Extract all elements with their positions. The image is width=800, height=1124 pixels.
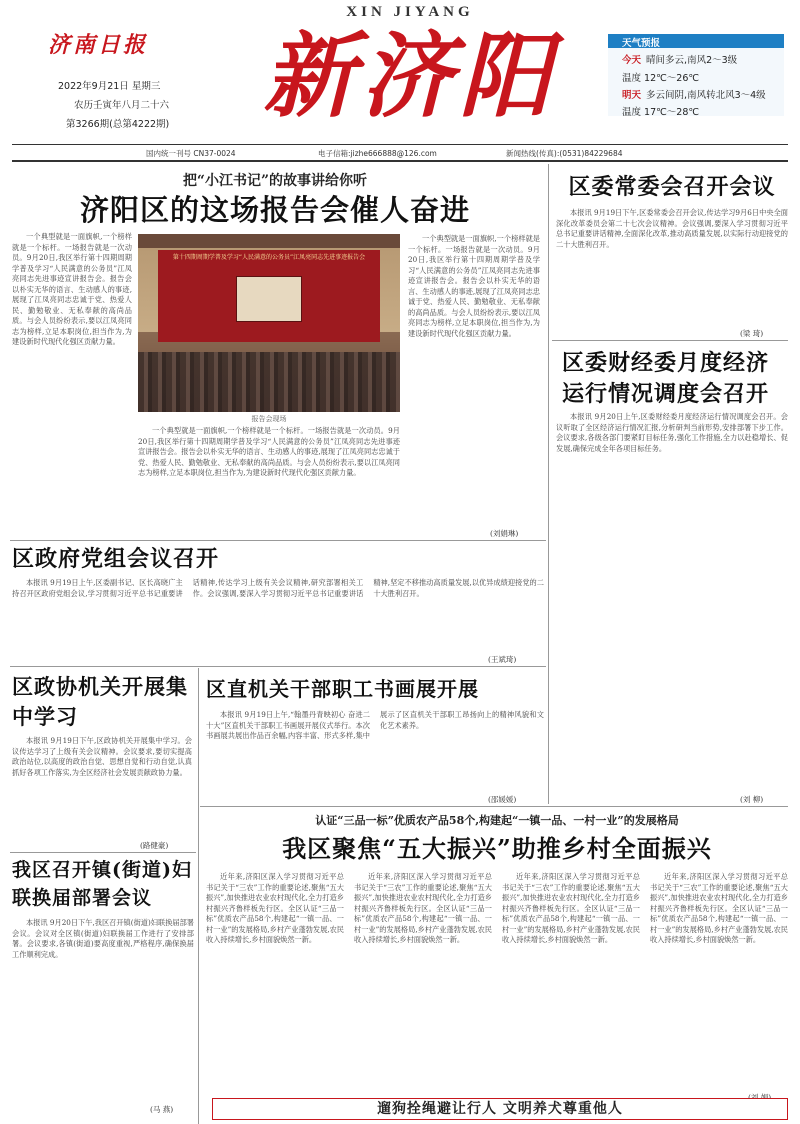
weather-today bbox=[622, 52, 737, 66]
divider-party-bottom bbox=[10, 666, 546, 667]
rural-headline: 我区聚焦“五大振兴”助推乡村全面振兴 bbox=[282, 834, 712, 863]
rural-kicker: 认证“三品一标”优质农产品58个,构建起“一镇一品、一村一业”的发展格局 bbox=[315, 814, 679, 827]
lunar-line: 农历壬寅年八月二十六 bbox=[74, 100, 170, 111]
rural-body: 近年来,济阳区深入学习贯彻习近平总书记关于“三农”工作的重要论述,聚焦“五大振兴”,加快推进农业农村现代化,全力打造乡村振兴齐鲁样板先行区。全区认证“三品一标”优质农产品58个,构建起“一镇一品、一村一业”的发展格局,乡村产业蓬勃发展,农民收入持续增长,乡村面貌焕然一新。 近年来,济阳区深入学习贯彻习近平总书记关于“三农”工作的重要论述,聚焦“五大振兴”,加快推进农业农村现代化,全力打造乡村振兴齐鲁样板先行区。全区认证“三品一标”优质农产品58个,构建起“一镇一品、一村一业”的发展格局,乡村产业蓬勃发展,农民收入持续增长,乡村面貌焕然一新。 近年来,济阳区深入学习贯彻习近平总书记关于“三农”工作的重要论述,聚焦“五大振兴”,加快推进农业农村现代化,全力打造乡村振兴齐鲁样板先行区。全区认证“三品一标”优质农产品58个,构建起“一镇一品、一村一业”的发展格局,乡村产业蓬勃发展,农民收入持续增长,乡村面貌焕然一新。 近年来,济阳区深入学习贯彻习近平总书记关于“三农”工作的重要论述,聚焦“五大振兴”,加快推进农业农村现代化,全力打造乡村振兴齐鲁样板先行区。全区认证“三品一标”优质农产品58个,构建起“一镇一品、一村一业”的发展格局,乡村产业蓬勃发展,农民收入持续增长,乡村面貌焕然一新。 bbox=[206, 872, 788, 944]
party-group-body: 本报讯 9月19日上午,区委副书记、区长高晓广主持召开区政府党组会议,学习贯彻习近平总书记重要讲话精神,传达学习上级有关会议精神,研究部署相关工作。会议强调,要深入学习贯彻习近平总书记重要讲话精神,坚定不移推动高质量发展,以优异成绩迎接党的二十大胜利召开。 bbox=[12, 578, 544, 598]
finance-byline: (刘 柳) bbox=[740, 795, 764, 804]
masthead bbox=[0, 0, 800, 158]
date-line: 2022年9月21日 星期三 bbox=[58, 81, 161, 92]
lead-body-left: 一个典型就是一面旗帜,一个榜样就是一个标杆。一场报告就是一次动员。9月20日,我区举行第十四期周期学普及学习“人民满意的公务员”江凤亮同志先进事迹宣讲报告会。报告会以朴实无华的语言、生动感人的事迹,展现了江凤亮同志忠诚于党、热爱人民、勤勉敬业、无私奉献的高尚品质。与会人员纷纷表示,要以江凤亮同志为榜样,立足本职岗位,担当作为,为建设新时代现代化强区贡献力量。 bbox=[12, 232, 132, 346]
weather-tomorrow-temp: 温度 17℃～28℃ bbox=[622, 107, 700, 118]
weather-title-bar bbox=[608, 34, 784, 48]
masthead-rule-bottom bbox=[12, 160, 788, 162]
info-serial: 国内统一刊号 CN37-0024 bbox=[146, 149, 236, 158]
divider-lead-bottom bbox=[10, 540, 546, 541]
divider-cppcc-bottom bbox=[10, 852, 196, 853]
divider-standing-bottom bbox=[552, 340, 788, 341]
townships-headline: 我区召开镇(街道)妇联换届部署会议 bbox=[12, 859, 192, 909]
divider-mid bbox=[200, 806, 788, 807]
logo-main: 新济阳 bbox=[262, 22, 557, 130]
weather-today-temp: 温度 12℃～26℃ bbox=[622, 73, 700, 84]
weather-today-desc: 晴间多云,南风2～3级 bbox=[646, 55, 738, 66]
standing-byline: (梁 琦) bbox=[740, 329, 764, 338]
townships-body: 本报讯 9月20日下午,我区召开镇(街道)妇联换届部署会议。会议对全区镇(街道)妇联换届工作进行了安排部署。会议要求,各镇(街道)要高度重视,严格程序,确保换届工作顺利完成。 bbox=[12, 918, 194, 959]
townships-byline: (马 燕) bbox=[150, 1105, 174, 1114]
lead-body-right: 一个典型就是一面旗帜,一个榜样就是一个标杆。一场报告就是一次动员。9月20日,我区举行第十四期周期学普及学习“人民满意的公务员”江凤亮同志先进事迹宣讲报告会。报告会以朴实无华的语言、生动感人的事迹,展现了江凤亮同志忠诚于党、热爱人民、勤勉敬业、无私奉献的高尚品质。与会人员纷纷表示,要以江凤亮同志为榜样,立足本职岗位,担当作为,为建设新时代现代化强区贡献力量。 bbox=[408, 234, 540, 338]
lead-photo-stage bbox=[158, 250, 380, 342]
finance-headline: 区委财经委月度经济运行情况调度会召开 bbox=[562, 350, 770, 407]
cppcc-byline: (路健豪) bbox=[140, 841, 169, 850]
standing-headline: 区委常委会召开会议 bbox=[568, 174, 776, 200]
weather-title: 天气预报 bbox=[622, 38, 661, 49]
lead-photo-screen bbox=[236, 276, 302, 322]
logo-pinyin: XIN JIYANG bbox=[346, 4, 474, 20]
finance-body: 本报讯 9月20日上午,区委财经委月度经济运行情况调度会召开。会议听取了全区经济运行情况汇报,分析研判当前形势,安排部署下步工作。会议要求,各级各部门要紧盯目标任务,强化工作措施,全力以赴稳增长、促发展,确保完成全年各项目标任务。 bbox=[556, 412, 788, 453]
lead-headline: 济阳区的这场报告会催人奋进 bbox=[79, 193, 470, 227]
cppcc-body: 本报讯 9月19日下午,区政协机关开展集中学习。会议传达学习了上级有关会议精神。会议要求,要切实提高政治站位,以高度的政治自觉、思想自觉和行动自觉,认真抓好各项工作落实,为全区经济社会发展贡献政协力量。 bbox=[12, 736, 192, 777]
weather-panel bbox=[608, 34, 784, 116]
slogan-text: 遛狗拴绳避让行人 文明养犬尊重他人 bbox=[377, 1101, 623, 1117]
calligraphy-body: 本报讯 9月19日上午,“翰墨丹青映初心 奋进二十大”区直机关干部职工书画展开展仪式举行。本次书画展共展出作品百余幅,内容丰富、形式多样,集中展示了区直机关干部职工昂扬向上的精神风貌和文化艺术素养。 bbox=[206, 710, 544, 740]
divider-main-right bbox=[548, 164, 549, 804]
standing-body: 本报讯 9月19日下午,区委常委会召开会议,传达学习9月6日中央全面深化改革委员会第二十七次会议精神。会议强调,要深入学习贯彻习近平总书记重要讲话精神,全面深化改革,推动高质量发展,以实际行动迎接党的二十大胜利召开。 bbox=[556, 208, 788, 249]
party-group-byline: (王斌琦) bbox=[488, 655, 517, 664]
weather-today-label: 今天 bbox=[622, 55, 642, 66]
lead-photo-audience bbox=[138, 352, 400, 412]
weather-tomorrow bbox=[622, 87, 766, 101]
weather-tomorrow-label: 明天 bbox=[622, 90, 642, 101]
calligraphy-byline: (邵媛媛) bbox=[488, 795, 517, 804]
masthead-rule-top bbox=[12, 144, 788, 145]
lead-byline: (刘娟琳) bbox=[490, 529, 519, 538]
logo-small: 济南日报 bbox=[48, 32, 149, 58]
cppcc-headline: 区政协机关开展集中学习 bbox=[12, 674, 188, 729]
slogan-banner bbox=[212, 1098, 788, 1120]
calligraphy-headline: 区直机关干部职工书画展开展 bbox=[206, 677, 479, 701]
lead-photo-caption: 报告会现场 bbox=[251, 415, 287, 423]
info-email: 电子信箱:jizhe666888@126.com bbox=[318, 149, 437, 158]
info-hotline: 新闻热线(传真):(0531)84229684 bbox=[506, 149, 623, 158]
issue-line: 第3266期(总第4222期) bbox=[66, 119, 170, 130]
weather-tomorrow-desc: 多云间阴,南风转北风3～4级 bbox=[646, 90, 766, 101]
lead-photo bbox=[138, 234, 400, 412]
party-group-headline: 区政府党组会议召开 bbox=[12, 546, 220, 572]
lead-body-middle: 一个典型就是一面旗帜,一个榜样就是一个标杆。一场报告就是一次动员。9月20日,我区举行第十四期周期学普及学习“人民满意的公务员”江凤亮同志先进事迹宣讲报告会。报告会以朴实无华的语言、生动感人的事迹,展现了江凤亮同志忠诚于党、热爱人民、勤勉敬业、无私奉献的高尚品质。与会人员纷纷表示,要以江凤亮同志为榜样,立足本职岗位,担当作为,为建设新时代现代化强区贡献力量。 bbox=[138, 426, 400, 477]
lead-kicker: 把“小江书记”的故事讲给你听 bbox=[182, 173, 368, 189]
lead-photo-banner: 第十四期周期学普及学习“人民满意的公务员”江凤亮同志先进事迹报告会 bbox=[172, 254, 366, 261]
divider-cppcc-right bbox=[198, 668, 199, 1124]
